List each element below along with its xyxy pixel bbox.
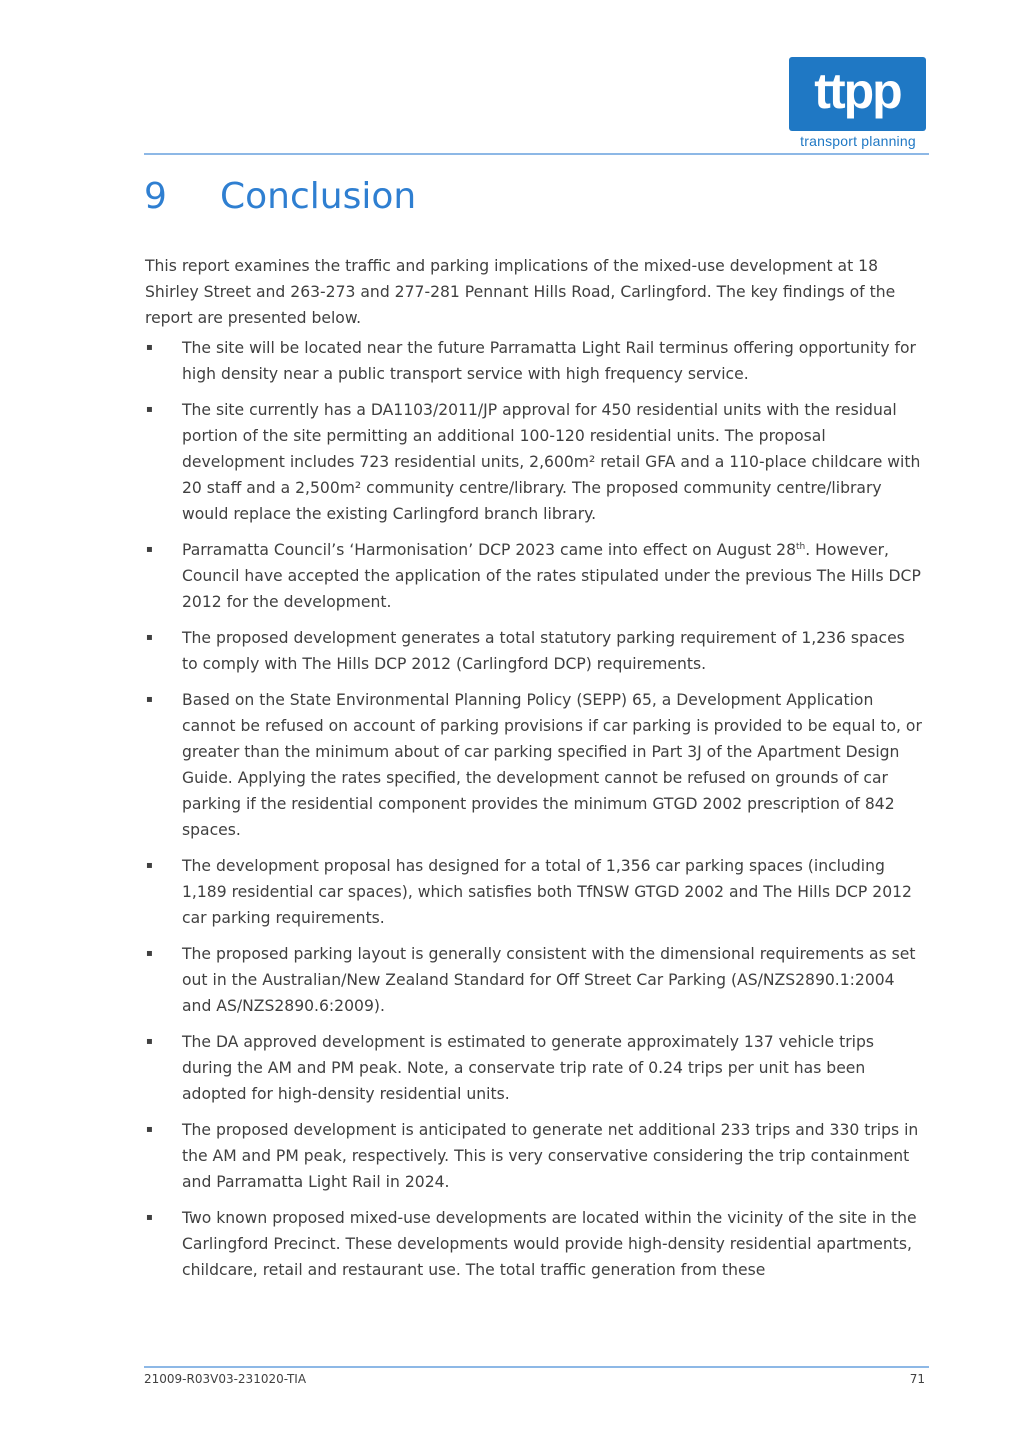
bullet-icon: ▪ [146, 632, 153, 643]
list-item [145, 625, 925, 677]
logo-tagline: transport planning [800, 133, 916, 149]
list-item [145, 1029, 925, 1107]
document-reference: 21009-R03V03-231020-TIA [144, 1372, 307, 1386]
list-item [145, 1205, 925, 1283]
logo-mark: ttpp [789, 57, 926, 131]
list-item-text-part: Parramatta Council’s ‘Harmonisation’ DCP 2023 came into effect on August 28 [182, 541, 797, 559]
bullet-icon: ▪ [146, 1124, 153, 1135]
company-logo [789, 57, 927, 149]
page-number: 71 [909, 1372, 925, 1386]
key-findings-list [145, 335, 925, 1283]
list-item [145, 853, 925, 931]
bullet-icon: ▪ [146, 860, 153, 871]
header-divider [144, 153, 929, 155]
list-item-text: Two known proposed mixed-use developments are located within the vicinity of the site in the Carlingford Precinct. These developments would provide high-density residential apartments, childcare, retail and restaurant use. The total traffic generation from these [182, 1209, 917, 1279]
list-item-text: The site will be located near the future Parramatta Light Rail terminus offering opportunity for high density near a public transport service with high frequency service. [182, 339, 916, 383]
list-item-text: The proposed development is anticipated to generate net additional 233 trips and 330 trips in the AM and PM peak, respectively. This is very conservative considering the trip containment and Parramatta Light Rail in 2024. [182, 1121, 919, 1191]
section-number: 9 [144, 176, 167, 217]
list-item-text: The DA approved development is estimated to generate approximately 137 vehicle trips during the AM and PM peak. Note, a conservate trip rate of 0.24 trips per unit has been adopted for high-density residential units. [182, 1033, 874, 1103]
list-item-text: The site currently has a DA1103/2011/JP approval for 450 residential units with the residual portion of the site permitting an additional 100-120 residential units. The proposal development includes 723 residential units, 2,600m² retail GFA and a 110-place childcare with 20 staff and a 2,500m² community centre/library. The proposed community centre/library would replace the existing Carlingford branch library. [182, 401, 921, 523]
list-item-text [182, 541, 921, 611]
bullet-icon: ▪ [146, 404, 153, 415]
bullet-icon: ▪ [146, 1036, 153, 1047]
bullet-icon: ▪ [146, 1212, 153, 1223]
list-item-text: Based on the State Environmental Planning Policy (SEPP) 65, a Development Application cannot be refused on account of parking provisions if car parking is provided to be equal to, or greater than the minimum about of car parking specified in Part 3J of the Apartment Design Guide. Applying the rates specified, the development cannot be refused on grounds of car parking if the residential component provides the minimum GTGD 2002 prescription of 842 spaces. [182, 691, 922, 839]
section-heading [144, 176, 416, 217]
list-item-text: The development proposal has designed for a total of 1,356 car parking spaces (including 1,189 residential car spaces), which satisfies both TfNSW GTGD 2002 and The Hills DCP 2012 car parking requirements. [182, 857, 912, 927]
list-item-text: The proposed development generates a total statutory parking requirement of 1,236 spaces to comply with The Hills DCP 2012 (Carlingford DCP) requirements. [182, 629, 905, 673]
list-item [145, 335, 925, 387]
bullet-icon: ▪ [146, 694, 153, 705]
page-body [145, 253, 925, 1293]
list-item [145, 1117, 925, 1195]
list-item [145, 687, 925, 843]
footer-divider [144, 1366, 929, 1368]
list-item [145, 397, 925, 527]
ordinal-superscript: th [796, 541, 806, 552]
list-item [145, 537, 925, 615]
bullet-icon: ▪ [146, 342, 153, 353]
list-item [145, 941, 925, 1019]
section-title: Conclusion [220, 176, 417, 217]
list-item-text-part: . However, Council have accepted the application of the rates stipulated under the previous The Hills DCP 2012 for the development. [182, 541, 921, 611]
bullet-icon: ▪ [146, 948, 153, 959]
intro-paragraph: This report examines the traffic and parking implications of the mixed-use development at 18 Shirley Street and 263-273 and 277-281 Pennant Hills Road, Carlingford. The key findings of the report are presented below. [145, 257, 896, 327]
bullet-icon: ▪ [146, 544, 153, 555]
list-item-text: The proposed parking layout is generally consistent with the dimensional requirements as set out in the Australian/New Zealand Standard for Off Street Car Parking (AS/NZS2890.1:2004 and AS/NZS2890.6:2009). [182, 945, 916, 1015]
